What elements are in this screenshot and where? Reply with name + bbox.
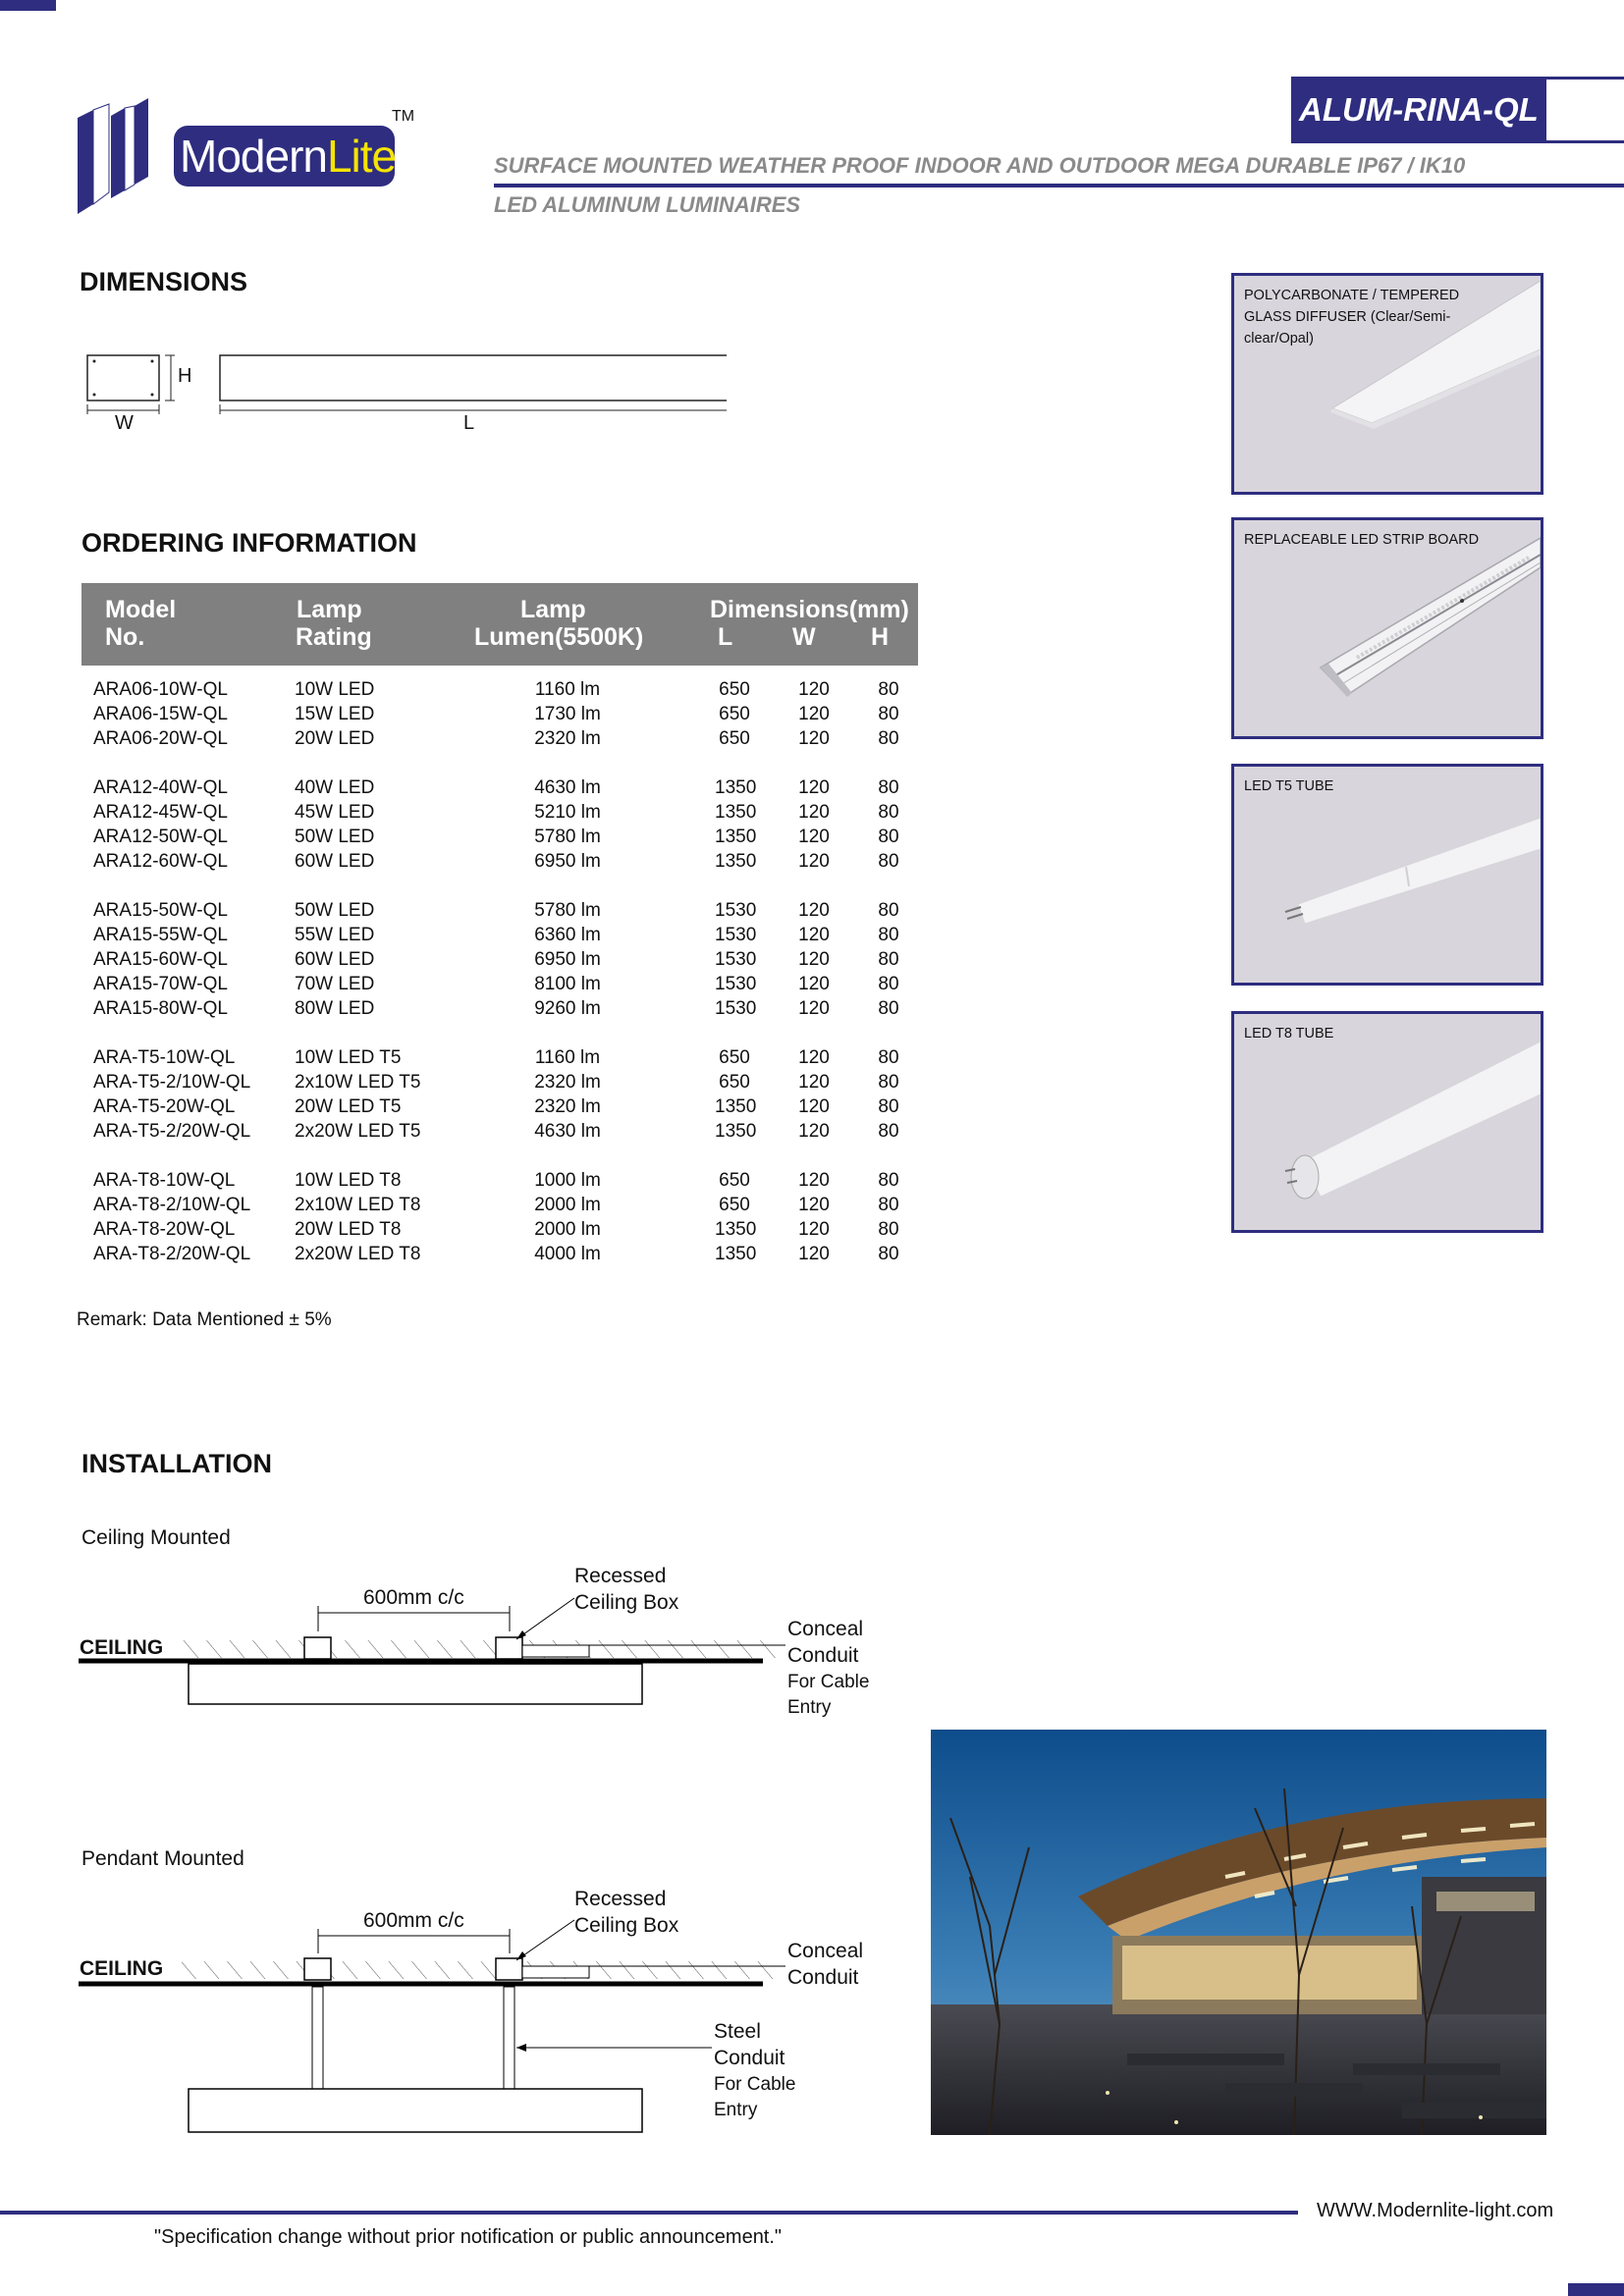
col-lumen-1: Lamp <box>520 596 586 623</box>
cell-height: 80 <box>878 1072 899 1093</box>
steel-conduit-label-1: Steel <box>714 2020 761 2043</box>
panel-strip-board <box>1231 517 1543 739</box>
cell-height: 80 <box>878 1096 899 1117</box>
cell-length: 650 <box>719 1195 750 1215</box>
cell-length: 650 <box>719 1047 750 1068</box>
product-subtitle-line2: LED ALUMINUM LUMINAIRES <box>494 192 801 217</box>
logo-wordmark <box>180 132 396 181</box>
ceiling-box-label-1: Recessed <box>574 1565 667 1587</box>
cell-lumen: 8100 lm <box>534 974 601 994</box>
brand-logo <box>76 96 429 216</box>
cell-model: ARA-T8-10W-QL <box>93 1170 236 1191</box>
cell-model: ARA-T8-2/10W-QL <box>93 1195 251 1215</box>
cell-width: 120 <box>798 679 830 700</box>
cell-rating: 50W LED <box>295 827 375 847</box>
cell-lumen: 2000 lm <box>534 1219 601 1240</box>
cell-rating: 2x10W LED T8 <box>295 1195 421 1215</box>
cell-length: 1530 <box>715 900 757 921</box>
t8-tube-image-icon <box>1234 1014 1541 1230</box>
dimensions-title: DIMENSIONS <box>80 267 248 296</box>
cell-model: ARA15-50W-QL <box>93 900 228 921</box>
dim-label-w: W <box>115 412 134 434</box>
cell-height: 80 <box>878 728 899 749</box>
cell-width: 120 <box>798 1121 830 1142</box>
cell-length: 650 <box>719 728 750 749</box>
cell-model: ARA06-15W-QL <box>93 704 228 724</box>
cell-rating: 10W LED <box>295 679 375 700</box>
cell-width: 120 <box>798 802 830 823</box>
cell-model: ARA12-50W-QL <box>93 827 228 847</box>
cell-rating: 60W LED <box>295 851 375 872</box>
col-model-2: No. <box>105 623 145 651</box>
cell-rating: 60W LED <box>295 949 375 970</box>
cell-model: ARA12-45W-QL <box>93 802 228 823</box>
ceiling-spacing-label: 600mm c/c <box>363 1586 464 1609</box>
cell-rating: 2x20W LED T5 <box>295 1121 421 1142</box>
footer-website: WWW.Modernlite-light.com <box>1317 2200 1554 2221</box>
cell-rating: 70W LED <box>295 974 375 994</box>
cell-width: 120 <box>798 949 830 970</box>
cell-height: 80 <box>878 679 899 700</box>
cell-height: 80 <box>878 900 899 921</box>
cell-lumen: 6950 lm <box>534 851 601 872</box>
pendant-box-label-2: Ceiling Box <box>574 1914 679 1937</box>
installation-title: INSTALLATION <box>81 1449 272 1478</box>
cell-model: ARA15-80W-QL <box>93 998 228 1019</box>
cell-model: ARA15-60W-QL <box>93 949 228 970</box>
cell-length: 1530 <box>715 998 757 1019</box>
cell-width: 120 <box>798 998 830 1019</box>
pendant-conduit-label-1: Conceal <box>787 1940 864 1962</box>
cell-rating: 2x20W LED T8 <box>295 1244 421 1264</box>
cell-width: 120 <box>798 925 830 945</box>
cell-model: ARA12-60W-QL <box>93 851 228 872</box>
cell-rating: 40W LED <box>295 777 375 798</box>
pendant-ceiling-label: CEILING <box>80 1957 164 1980</box>
cell-length: 1350 <box>715 827 757 847</box>
cell-lumen: 2000 lm <box>534 1195 601 1215</box>
steel-conduit-label-2: Conduit <box>714 2047 785 2069</box>
cell-rating: 20W LED <box>295 728 375 749</box>
ceiling-cable-label-1: For Cable <box>787 1672 870 1692</box>
ceiling-box-label-2: Ceiling Box <box>574 1591 679 1614</box>
corner-accent-bottom <box>1568 2283 1624 2296</box>
cell-rating: 20W LED T8 <box>295 1219 402 1240</box>
cell-rating: 80W LED <box>295 998 375 1019</box>
corner-accent-top <box>0 0 56 11</box>
pendant-conduit-label-2: Conduit <box>787 1966 859 1989</box>
cell-model: ARA-T8-2/20W-QL <box>93 1244 251 1264</box>
strip-board-image-icon <box>1234 520 1541 736</box>
pendant-spacing-label: 600mm c/c <box>363 1909 464 1932</box>
panel-label-strip-board: REPLACEABLE LED STRIP BOARD <box>1244 532 1480 548</box>
cell-height: 80 <box>878 802 899 823</box>
cell-rating: 2x10W LED T5 <box>295 1072 421 1093</box>
cell-lumen: 1160 lm <box>534 679 601 700</box>
cell-width: 120 <box>798 900 830 921</box>
cell-width: 120 <box>798 1096 830 1117</box>
cell-length: 1350 <box>715 1244 757 1264</box>
cell-width: 120 <box>798 777 830 798</box>
col-l: L <box>718 623 733 651</box>
trademark-symbol: TM <box>392 108 415 125</box>
cell-model: ARA-T8-20W-QL <box>93 1219 236 1240</box>
cell-width: 120 <box>798 1244 830 1264</box>
cell-length: 1530 <box>715 974 757 994</box>
panel-label-t8: LED T8 TUBE <box>1244 1026 1334 1041</box>
ceiling-mounted-title: Ceiling Mounted <box>81 1526 231 1549</box>
cell-length: 650 <box>719 1072 750 1093</box>
product-subtitle-line1: SURFACE MOUNTED WEATHER PROOF INDOOR AND OUTDOOR MEGA DURABLE IP67 / IK10 <box>494 153 1466 178</box>
application-photo <box>931 1730 1546 2135</box>
cell-rating: 10W LED T5 <box>295 1047 402 1068</box>
cell-height: 80 <box>878 1047 899 1068</box>
cell-length: 650 <box>719 704 750 724</box>
dim-label-h: H <box>178 365 192 387</box>
cell-model: ARA06-10W-QL <box>93 679 228 700</box>
cell-rating: 50W LED <box>295 900 375 921</box>
cell-height: 80 <box>878 949 899 970</box>
cell-lumen: 4630 lm <box>534 1121 601 1142</box>
cell-lumen: 2320 lm <box>534 728 601 749</box>
cell-model: ARA15-70W-QL <box>93 974 228 994</box>
logo-text-modern: Modern <box>180 131 327 182</box>
ceiling-conduit-label-1: Conceal <box>787 1618 864 1640</box>
cell-height: 80 <box>878 925 899 945</box>
cell-height: 80 <box>878 1219 899 1240</box>
pendant-cable-label-1: For Cable <box>714 2074 796 2095</box>
cell-model: ARA12-40W-QL <box>93 777 228 798</box>
cell-length: 1530 <box>715 949 757 970</box>
pendant-mounted-title: Pendant Mounted <box>81 1847 244 1870</box>
cell-height: 80 <box>878 777 899 798</box>
cell-rating: 20W LED T5 <box>295 1096 402 1117</box>
footer-divider <box>0 2211 1298 2215</box>
col-w: W <box>792 623 816 651</box>
col-dimensions: Dimensions(mm) <box>710 596 909 623</box>
cell-model: ARA-T5-2/20W-QL <box>93 1121 251 1142</box>
cell-length: 1350 <box>715 802 757 823</box>
col-model-1: Model <box>105 596 177 623</box>
cell-height: 80 <box>878 998 899 1019</box>
col-h: H <box>871 623 890 651</box>
cell-length: 1350 <box>715 777 757 798</box>
col-lumen-2: Lumen(5500K) <box>474 623 644 651</box>
product-code: ALUM-RINA-QL <box>1291 77 1546 143</box>
ceiling-label: CEILING <box>80 1636 164 1659</box>
cell-model: ARA-T5-2/10W-QL <box>93 1072 251 1093</box>
cell-width: 120 <box>798 728 830 749</box>
cell-model: ARA-T5-20W-QL <box>93 1096 236 1117</box>
cell-lumen: 9260 lm <box>534 998 601 1019</box>
cell-width: 120 <box>798 704 830 724</box>
t5-tube-image-icon <box>1234 767 1541 983</box>
table-header <box>81 583 918 666</box>
cell-model: ARA-T5-10W-QL <box>93 1047 236 1068</box>
ordering-title: ORDERING INFORMATION <box>81 528 417 558</box>
panel-diffuser <box>1231 273 1543 495</box>
ceiling-cable-label-2: Entry <box>787 1697 832 1718</box>
cell-height: 80 <box>878 974 899 994</box>
col-rating-2: Rating <box>296 623 372 651</box>
cell-width: 120 <box>798 1047 830 1068</box>
cell-lumen: 5210 lm <box>534 802 601 823</box>
cell-rating: 55W LED <box>295 925 375 945</box>
cell-rating: 45W LED <box>295 802 375 823</box>
cell-lumen: 1000 lm <box>534 1170 601 1191</box>
cell-model: ARA15-55W-QL <box>93 925 228 945</box>
cell-length: 1530 <box>715 925 757 945</box>
cell-length: 1350 <box>715 1096 757 1117</box>
cell-lumen: 4630 lm <box>534 777 601 798</box>
dimensions-drawing <box>79 344 727 437</box>
cell-lumen: 6360 lm <box>534 925 601 945</box>
cell-lumen: 5780 lm <box>534 900 601 921</box>
panel-t5-tube <box>1231 764 1543 986</box>
cell-height: 80 <box>878 827 899 847</box>
diffuser-image-icon <box>1234 276 1541 492</box>
cell-length: 1350 <box>715 851 757 872</box>
cell-lumen: 1730 lm <box>534 704 601 724</box>
header-divider <box>494 184 1624 187</box>
cell-lumen: 1160 lm <box>534 1047 601 1068</box>
cell-lumen: 4000 lm <box>534 1244 601 1264</box>
cell-height: 80 <box>878 1195 899 1215</box>
cell-width: 120 <box>798 974 830 994</box>
col-rating-1: Lamp <box>297 596 362 623</box>
cell-lumen: 6950 lm <box>534 949 601 970</box>
cell-length: 650 <box>719 679 750 700</box>
cell-height: 80 <box>878 1170 899 1191</box>
cell-width: 120 <box>798 1170 830 1191</box>
cell-model: ARA06-20W-QL <box>93 728 228 749</box>
cell-height: 80 <box>878 704 899 724</box>
cell-height: 80 <box>878 1244 899 1264</box>
ceiling-conduit-label-2: Conduit <box>787 1644 859 1667</box>
cell-width: 120 <box>798 1195 830 1215</box>
cell-width: 120 <box>798 827 830 847</box>
panel-label-t5: LED T5 TUBE <box>1244 778 1334 794</box>
cell-length: 1350 <box>715 1219 757 1240</box>
dim-label-l: L <box>463 412 475 434</box>
cell-length: 1350 <box>715 1121 757 1142</box>
remark: Remark: Data Mentioned ± 5% <box>77 1309 332 1330</box>
footer-disclaimer: "Specification change without prior notification or public announcement." <box>154 2226 783 2248</box>
logo-text-lite: Lite <box>326 131 397 182</box>
cell-length: 650 <box>719 1170 750 1191</box>
pendant-box-label-1: Recessed <box>574 1888 667 1910</box>
cell-rating: 10W LED T8 <box>295 1170 402 1191</box>
cell-height: 80 <box>878 1121 899 1142</box>
product-code-underline <box>1546 140 1624 143</box>
pendant-cable-label-2: Entry <box>714 2100 758 2120</box>
cell-height: 80 <box>878 851 899 872</box>
panel-t8-tube <box>1231 1011 1543 1233</box>
cell-lumen: 5780 lm <box>534 827 601 847</box>
cell-rating: 15W LED <box>295 704 375 724</box>
panel-label-diffuser: POLYCARBONATE / TEMPERED GLASS DIFFUSER (Clear/Semi-clear/Opal) <box>1244 288 1460 347</box>
cell-lumen: 2320 lm <box>534 1072 601 1093</box>
cell-width: 120 <box>798 1219 830 1240</box>
cell-width: 120 <box>798 1072 830 1093</box>
cell-width: 120 <box>798 851 830 872</box>
cell-lumen: 2320 lm <box>534 1096 601 1117</box>
